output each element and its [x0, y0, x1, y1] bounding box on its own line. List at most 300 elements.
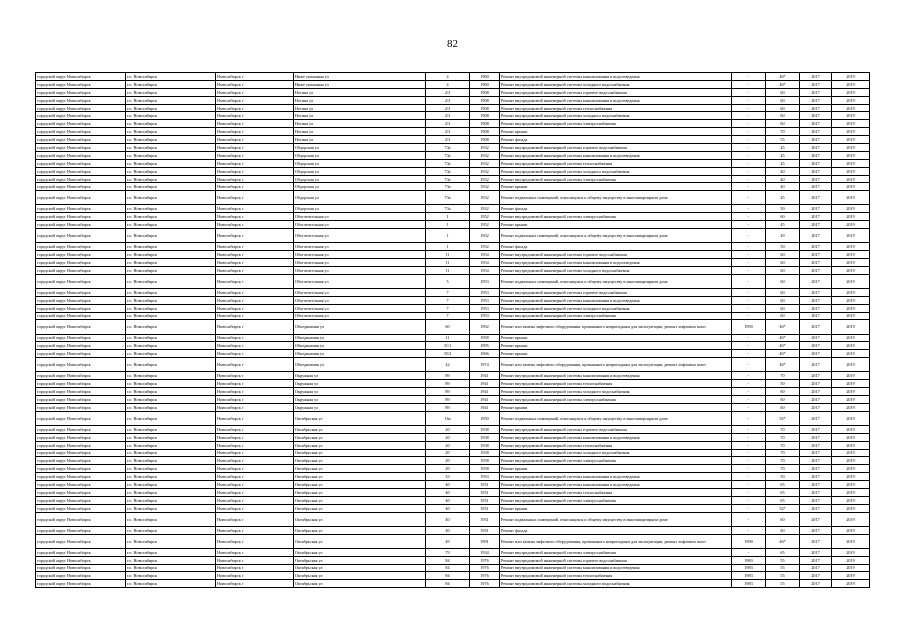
- start-year-cell: 2017: [800, 572, 832, 580]
- wear-percent-cell: 60: [766, 388, 800, 396]
- municipality-cell: городской округ Новосибирск: [36, 395, 126, 403]
- build-year-cell: 1950: [470, 411, 500, 425]
- work-type-cell: Ремонт внутридомовой инженерной системы канализования и водоотведения: [500, 433, 732, 441]
- street-cell: Октябрьская ул: [294, 496, 426, 504]
- start-year-cell: 2017: [800, 433, 832, 441]
- street-cell: Октябрьская ул: [294, 556, 426, 564]
- build-year-cell: 1938: [470, 465, 500, 473]
- wear-percent-cell: 60: [766, 403, 800, 411]
- end-year-cell: 2019: [832, 580, 870, 588]
- end-year-cell: 2019: [832, 120, 870, 128]
- last-repair-year-cell: -: [732, 342, 766, 350]
- start-year-cell: 2017: [800, 80, 832, 88]
- end-year-cell: 2019: [832, 96, 870, 104]
- settlement-cell: Новосибирск г: [216, 481, 294, 489]
- table-row: [36, 411, 870, 425]
- work-type-cell: Ремонт крыши: [500, 221, 732, 229]
- end-year-cell: 2019: [832, 266, 870, 274]
- street-cell: Октябрьская ул: [294, 433, 426, 441]
- table-row: [36, 403, 870, 411]
- house-number-cell: 2/3: [426, 120, 470, 128]
- wear-percent-cell: 60: [766, 266, 800, 274]
- work-type-cell: Ремонт внутридомовой инженерной системы электроснабжения: [500, 120, 732, 128]
- table-row: [36, 372, 870, 380]
- house-number-cell: 20: [426, 449, 470, 457]
- start-year-cell: 2017: [800, 441, 832, 449]
- street-cell: Ногина ул: [294, 112, 426, 120]
- settlement-cell: Новосибирск г: [216, 449, 294, 457]
- municipality-cell: городской округ Новосибирск: [36, 288, 126, 296]
- wear-percent-cell: 70: [766, 372, 800, 380]
- last-repair-year-cell: -: [732, 266, 766, 274]
- table-row: [36, 266, 870, 274]
- street-cell: Октябрьская ул: [294, 504, 426, 512]
- wear-percent-cell: 52*: [766, 411, 800, 425]
- wear-percent-cell: 60: [766, 312, 800, 320]
- start-year-cell: 2017: [800, 556, 832, 564]
- district-cell: г.о. Новосибирск: [126, 350, 216, 358]
- municipality-cell: городской округ Новосибирск: [36, 380, 126, 388]
- street-cell: Обогатительная ул: [294, 266, 426, 274]
- house-number-cell: 11: [426, 334, 470, 342]
- house-number-cell: 40: [426, 481, 470, 489]
- last-repair-year-cell: -: [732, 425, 766, 433]
- last-repair-year-cell: -: [732, 496, 766, 504]
- wear-percent-cell: 50: [766, 205, 800, 213]
- work-type-cell: Ремонт внутридомовой инженерной системы теплоснабжения: [500, 380, 732, 388]
- table-row: [36, 564, 870, 572]
- end-year-cell: 2019: [832, 175, 870, 183]
- table-row: [36, 441, 870, 449]
- last-repair-year-cell: -: [732, 151, 766, 159]
- work-type-cell: Ремонт крыши: [500, 334, 732, 342]
- house-number-cell: 4: [426, 73, 470, 81]
- municipality-cell: городской округ Новосибирск: [36, 564, 126, 572]
- work-type-cell: Ремонт внутридомовой инженерной системы теплоснабжения: [500, 572, 732, 580]
- district-cell: г.о. Новосибирск: [126, 304, 216, 312]
- last-repair-year-cell: -: [732, 395, 766, 403]
- district-cell: г.о. Новосибирск: [126, 221, 216, 229]
- last-repair-year-cell: -: [732, 465, 766, 473]
- table-row: [36, 320, 870, 334]
- wear-percent-cell: 60: [766, 395, 800, 403]
- build-year-cell: 1976: [470, 556, 500, 564]
- district-cell: г.о. Новосибирск: [126, 266, 216, 274]
- last-repair-year-cell: -: [732, 334, 766, 342]
- municipality-cell: городской округ Новосибирск: [36, 449, 126, 457]
- last-repair-year-cell: 1983: [732, 564, 766, 572]
- end-year-cell: 2019: [832, 205, 870, 213]
- last-repair-year-cell: 1983: [732, 556, 766, 564]
- street-cell: Обогатительная ул: [294, 221, 426, 229]
- table-row: [36, 526, 870, 534]
- build-year-cell: 1938: [470, 425, 500, 433]
- district-cell: г.о. Новосибирск: [126, 191, 216, 205]
- last-repair-year-cell: -: [732, 104, 766, 112]
- municipality-cell: городской округ Новосибирск: [36, 403, 126, 411]
- district-cell: г.о. Новосибирск: [126, 473, 216, 481]
- municipality-cell: городской округ Новосибирск: [36, 167, 126, 175]
- start-year-cell: 2017: [800, 457, 832, 465]
- street-cell: Обогатительная ул: [294, 304, 426, 312]
- settlement-cell: Новосибирск г: [216, 80, 294, 88]
- start-year-cell: 2017: [800, 350, 832, 358]
- work-type-cell: Ремонт внутридомовой инженерной системы холодного водоснабжения: [500, 80, 732, 88]
- start-year-cell: 2017: [800, 205, 832, 213]
- municipality-cell: городской округ Новосибирск: [36, 411, 126, 425]
- municipality-cell: городской округ Новосибирск: [36, 104, 126, 112]
- table-row: [36, 556, 870, 564]
- table-row: [36, 104, 870, 112]
- last-repair-year-cell: -: [732, 128, 766, 136]
- start-year-cell: 2017: [800, 465, 832, 473]
- street-cell: Объединения ул: [294, 350, 426, 358]
- wear-percent-cell: 50: [766, 380, 800, 388]
- settlement-cell: Новосибирск г: [216, 312, 294, 320]
- work-type-cell: Ремонт внутридомовой инженерной системы электроснабжения: [500, 175, 732, 183]
- last-repair-year-cell: -: [732, 229, 766, 243]
- table-row: [36, 350, 870, 358]
- table-row: [36, 288, 870, 296]
- work-type-cell: Ремонт внутридомовой инженерной системы теплоснабжения: [500, 488, 732, 496]
- table-row: [36, 388, 870, 396]
- district-cell: г.о. Новосибирск: [126, 167, 216, 175]
- wear-percent-cell: 50: [766, 243, 800, 251]
- house-number-cell: 89: [426, 388, 470, 396]
- district-cell: г.о. Новосибирск: [126, 580, 216, 588]
- start-year-cell: 2017: [800, 388, 832, 396]
- build-year-cell: 1941: [470, 372, 500, 380]
- house-number-cell: 20: [426, 465, 470, 473]
- build-year-cell: 1974: [470, 358, 500, 372]
- start-year-cell: 2017: [800, 251, 832, 259]
- end-year-cell: 2019: [832, 259, 870, 267]
- wear-percent-cell: 65: [766, 488, 800, 496]
- settlement-cell: Новосибирск г: [216, 259, 294, 267]
- house-number-cell: 73а: [426, 191, 470, 205]
- street-cell: Октябрьская ул: [294, 449, 426, 457]
- settlement-cell: Новосибирск г: [216, 175, 294, 183]
- table-row: [36, 213, 870, 221]
- start-year-cell: 2017: [800, 342, 832, 350]
- municipality-cell: городской округ Новосибирск: [36, 504, 126, 512]
- last-repair-year-cell: -: [732, 120, 766, 128]
- street-cell: Обогатительная ул: [294, 229, 426, 243]
- end-year-cell: 2019: [832, 526, 870, 534]
- street-cell: Обогатительная ул: [294, 259, 426, 267]
- start-year-cell: 2017: [800, 473, 832, 481]
- district-cell: г.о. Новосибирск: [126, 73, 216, 81]
- district-cell: г.о. Новосибирск: [126, 496, 216, 504]
- build-year-cell: 1954: [470, 259, 500, 267]
- end-year-cell: 2019: [832, 388, 870, 396]
- district-cell: г.о. Новосибирск: [126, 526, 216, 534]
- end-year-cell: 2019: [832, 274, 870, 288]
- start-year-cell: 2017: [800, 512, 832, 526]
- build-year-cell: 1976: [470, 580, 500, 588]
- district-cell: г.о. Новосибирск: [126, 433, 216, 441]
- house-number-cell: 2/3: [426, 112, 470, 120]
- build-year-cell: 1953: [470, 304, 500, 312]
- street-cell: Октябрьская ул: [294, 572, 426, 580]
- wear-percent-cell: 60: [766, 88, 800, 96]
- wear-percent-cell: 65: [766, 496, 800, 504]
- repair-schedule-table: [35, 72, 870, 588]
- work-type-cell: Ремонт внутридомовой инженерной системы электроснабжения: [500, 548, 732, 556]
- work-type-cell: Ремонт или замена лифтового оборудования, признанного непригодным для эксплуатации, ремонт лифтовых шахт: [500, 320, 732, 334]
- wear-percent-cell: 65: [766, 548, 800, 556]
- settlement-cell: Новосибирск г: [216, 229, 294, 243]
- house-number-cell: 7: [426, 288, 470, 296]
- work-type-cell: Ремонт подвальных помещений, относящихся к общему имуществу в многоквартирном доме: [500, 229, 732, 243]
- start-year-cell: 2017: [800, 243, 832, 251]
- street-cell: Обдорская ул: [294, 151, 426, 159]
- build-year-cell: 1953: [470, 288, 500, 296]
- house-number-cell: 35/2: [426, 350, 470, 358]
- municipality-cell: городской округ Новосибирск: [36, 88, 126, 96]
- street-cell: Обдорская ул: [294, 167, 426, 175]
- municipality-cell: городской округ Новосибирск: [36, 296, 126, 304]
- wear-percent-cell: 46*: [766, 320, 800, 334]
- district-cell: г.о. Новосибирск: [126, 380, 216, 388]
- end-year-cell: 2019: [832, 403, 870, 411]
- settlement-cell: Новосибирск г: [216, 288, 294, 296]
- start-year-cell: 2017: [800, 411, 832, 425]
- table-row: [36, 473, 870, 481]
- district-cell: г.о. Новосибирск: [126, 251, 216, 259]
- municipality-cell: городской округ Новосибирск: [36, 388, 126, 396]
- start-year-cell: 2017: [800, 128, 832, 136]
- house-number-cell: 7: [426, 312, 470, 320]
- street-cell: Октябрьская ул: [294, 548, 426, 556]
- page-number: 82: [447, 38, 458, 50]
- settlement-cell: Новосибирск г: [216, 395, 294, 403]
- house-number-cell: 20: [426, 457, 470, 465]
- settlement-cell: Новосибирск г: [216, 159, 294, 167]
- district-cell: г.о. Новосибирск: [126, 243, 216, 251]
- house-number-cell: 49: [426, 534, 470, 548]
- district-cell: г.о. Новосибирск: [126, 388, 216, 396]
- work-type-cell: Ремонт фасада: [500, 205, 732, 213]
- street-cell: Обогатительная ул: [294, 243, 426, 251]
- build-year-cell: 1932: [470, 159, 500, 167]
- wear-percent-cell: 45: [766, 159, 800, 167]
- end-year-cell: 2019: [832, 350, 870, 358]
- settlement-cell: Новосибирск г: [216, 457, 294, 465]
- municipality-cell: городской округ Новосибирск: [36, 488, 126, 496]
- end-year-cell: 2019: [832, 380, 870, 388]
- work-type-cell: Ремонт внутридомовой инженерной системы холодного водоснабжения: [500, 112, 732, 120]
- street-cell: Октябрьская ул: [294, 512, 426, 526]
- work-type-cell: Ремонт внутридомовой инженерной системы канализования и водоотведения: [500, 473, 732, 481]
- street-cell: Обогатительная ул: [294, 213, 426, 221]
- settlement-cell: Новосибирск г: [216, 213, 294, 221]
- wear-percent-cell: 45: [766, 221, 800, 229]
- build-year-cell: 1932: [470, 144, 500, 152]
- street-cell: Ниже указанная ул: [294, 80, 426, 88]
- build-year-cell: 1938: [470, 449, 500, 457]
- start-year-cell: 2017: [800, 504, 832, 512]
- district-cell: г.о. Новосибирск: [126, 342, 216, 350]
- district-cell: г.о. Новосибирск: [126, 80, 216, 88]
- street-cell: Ногина ул: [294, 96, 426, 104]
- work-type-cell: Ремонт внутридомовой инженерной системы канализования и водоотведения: [500, 564, 732, 572]
- end-year-cell: 2019: [832, 128, 870, 136]
- start-year-cell: 2017: [800, 274, 832, 288]
- house-number-cell: 40: [426, 512, 470, 526]
- work-type-cell: Ремонт внутридомовой инженерной системы горячего водоснабжения: [500, 144, 732, 152]
- municipality-cell: городской округ Новосибирск: [36, 151, 126, 159]
- wear-percent-cell: 60: [766, 259, 800, 267]
- house-number-cell: 1: [426, 213, 470, 221]
- last-repair-year-cell: -: [732, 388, 766, 396]
- end-year-cell: 2019: [832, 104, 870, 112]
- district-cell: г.о. Новосибирск: [126, 504, 216, 512]
- municipality-cell: городской округ Новосибирск: [36, 526, 126, 534]
- settlement-cell: Новосибирск г: [216, 251, 294, 259]
- municipality-cell: городской округ Новосибирск: [36, 120, 126, 128]
- end-year-cell: 2019: [832, 320, 870, 334]
- wear-percent-cell: 55: [766, 572, 800, 580]
- work-type-cell: Ремонт или замена лифтового оборудования, признанного непригодным для эксплуатации, ремонт лифтовых шахт: [500, 358, 732, 372]
- street-cell: Обдорская ул: [294, 175, 426, 183]
- start-year-cell: 2017: [800, 481, 832, 489]
- work-type-cell: Ремонт внутридомовой инженерной системы теплоснабжения: [500, 441, 732, 449]
- table-row: [36, 296, 870, 304]
- district-cell: г.о. Новосибирск: [126, 96, 216, 104]
- table-row: [36, 88, 870, 96]
- municipality-cell: городской округ Новосибирск: [36, 425, 126, 433]
- house-number-cell: 89: [426, 380, 470, 388]
- street-cell: Объединения ул: [294, 334, 426, 342]
- wear-percent-cell: 55: [766, 564, 800, 572]
- settlement-cell: Новосибирск г: [216, 512, 294, 526]
- district-cell: г.о. Новосибирск: [126, 213, 216, 221]
- work-type-cell: Ремонт крыши: [500, 465, 732, 473]
- build-year-cell: 1995: [470, 342, 500, 350]
- settlement-cell: Новосибирск г: [216, 504, 294, 512]
- municipality-cell: городской округ Новосибирск: [36, 73, 126, 81]
- table-row: [36, 274, 870, 288]
- street-cell: Октябрьская ул: [294, 580, 426, 588]
- wear-percent-cell: 46*: [766, 534, 800, 548]
- last-repair-year-cell: -: [732, 372, 766, 380]
- district-cell: г.о. Новосибирск: [126, 151, 216, 159]
- end-year-cell: 2019: [832, 496, 870, 504]
- settlement-cell: Новосибирск г: [216, 334, 294, 342]
- settlement-cell: Новосибирск г: [216, 564, 294, 572]
- start-year-cell: 2017: [800, 288, 832, 296]
- settlement-cell: Новосибирск г: [216, 96, 294, 104]
- end-year-cell: 2019: [832, 167, 870, 175]
- table-row: [36, 342, 870, 350]
- last-repair-year-cell: -: [732, 312, 766, 320]
- start-year-cell: 2017: [800, 449, 832, 457]
- build-year-cell: 1953: [470, 296, 500, 304]
- work-type-cell: Ремонт крыши: [500, 350, 732, 358]
- house-number-cell: 40: [426, 488, 470, 496]
- settlement-cell: Новосибирск г: [216, 580, 294, 588]
- build-year-cell: 1938: [470, 441, 500, 449]
- district-cell: г.о. Новосибирск: [126, 183, 216, 191]
- street-cell: Октябрьская ул: [294, 425, 426, 433]
- wear-percent-cell: 60: [766, 120, 800, 128]
- municipality-cell: городской округ Новосибирск: [36, 243, 126, 251]
- work-type-cell: Ремонт крыши: [500, 128, 732, 136]
- start-year-cell: 2017: [800, 334, 832, 342]
- end-year-cell: 2019: [832, 504, 870, 512]
- wear-percent-cell: 60: [766, 512, 800, 526]
- street-cell: Октябрьская ул: [294, 465, 426, 473]
- build-year-cell: 1932: [470, 175, 500, 183]
- build-year-cell: 1908: [470, 104, 500, 112]
- street-cell: Обогатительная ул: [294, 296, 426, 304]
- end-year-cell: 2019: [832, 358, 870, 372]
- work-type-cell: Ремонт внутридомовой инженерной системы электроснабжения: [500, 312, 732, 320]
- table-row: [36, 395, 870, 403]
- house-number-cell: 89: [426, 372, 470, 380]
- municipality-cell: городской округ Новосибирск: [36, 556, 126, 564]
- build-year-cell: 1908: [470, 88, 500, 96]
- start-year-cell: 2017: [800, 167, 832, 175]
- house-number-cell: 2/3: [426, 128, 470, 136]
- table-row: [36, 96, 870, 104]
- house-number-cell: 73а: [426, 205, 470, 213]
- build-year-cell: 1938: [470, 457, 500, 465]
- wear-percent-cell: 50: [766, 473, 800, 481]
- build-year-cell: 1931: [470, 481, 500, 489]
- build-year-cell: 1932: [470, 205, 500, 213]
- settlement-cell: Новосибирск г: [216, 350, 294, 358]
- house-number-cell: 2/3: [426, 88, 470, 96]
- end-year-cell: 2019: [832, 457, 870, 465]
- wear-percent-cell: 65: [766, 481, 800, 489]
- work-type-cell: Ремонт внутридомовой инженерной системы канализования и водоотведения: [500, 296, 732, 304]
- street-cell: Ногина ул: [294, 120, 426, 128]
- start-year-cell: 2017: [800, 229, 832, 243]
- wear-percent-cell: 70: [766, 433, 800, 441]
- build-year-cell: 1991: [470, 534, 500, 548]
- last-repair-year-cell: -: [732, 144, 766, 152]
- table-row: [36, 183, 870, 191]
- build-year-cell: 1932: [470, 191, 500, 205]
- street-cell: Обогатительная ул: [294, 312, 426, 320]
- wear-percent-cell: 49: [766, 229, 800, 243]
- settlement-cell: Новосибирск г: [216, 151, 294, 159]
- house-number-cell: 73а: [426, 183, 470, 191]
- start-year-cell: 2017: [800, 88, 832, 96]
- wear-percent-cell: 55: [766, 556, 800, 564]
- table-row: [36, 465, 870, 473]
- table-row: [36, 425, 870, 433]
- start-year-cell: 2017: [800, 144, 832, 152]
- house-number-cell: 84: [426, 564, 470, 572]
- settlement-cell: Новосибирск г: [216, 104, 294, 112]
- municipality-cell: городской округ Новосибирск: [36, 320, 126, 334]
- last-repair-year-cell: -: [732, 481, 766, 489]
- work-type-cell: Ремонт внутридомовой инженерной системы холодного водоснабжения: [500, 167, 732, 175]
- street-cell: Октябрьская ул: [294, 481, 426, 489]
- last-repair-year-cell: -: [732, 88, 766, 96]
- municipality-cell: городской округ Новосибирск: [36, 251, 126, 259]
- build-year-cell: 1933: [470, 473, 500, 481]
- last-repair-year-cell: -: [732, 441, 766, 449]
- street-cell: Октябрьская ул: [294, 534, 426, 548]
- last-repair-year-cell: -: [732, 457, 766, 465]
- end-year-cell: 2019: [832, 213, 870, 221]
- wear-percent-cell: 40: [766, 167, 800, 175]
- end-year-cell: 2019: [832, 433, 870, 441]
